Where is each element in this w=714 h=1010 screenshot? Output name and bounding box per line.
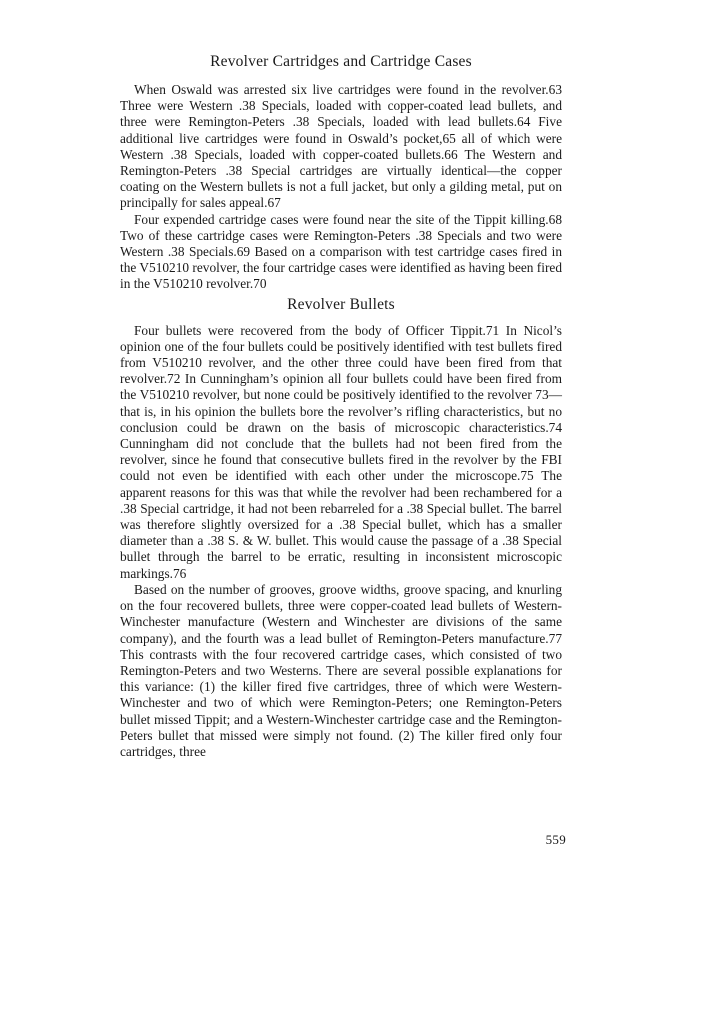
page-number: 559 — [545, 832, 566, 847]
paragraph-1: When Oswald was arrested six live cartridges were found in the revolver.63 Three were Western .38 Specials, loaded with copper-coated lead bullets, and three were Remington-Peters .38 Specials, loaded with lead bullets.64 Five additional live cartridges were found in Oswald’s pocket,65 all of which were Western .38 Specials, loaded with copper-coated bullets.66 The Western and Remington-Peters .38 Special cartridges are virtually identical—the copper coating on the Western bullets is not a full jacket, but only a gilding metal, put on principally for sales appeal.67 — [120, 82, 562, 211]
paragraph-2: Four expended cartridge cases were found near the site of the Tippit killing.68 Two of these cartridge cases were Remington-Peters .38 Specials and two were Western .38 Specials.69 Based on a comparison with test cartridge cases fired in the V510210 revolver, the four cartridge cases were identified as having been fired in the V510210 revolver.70 — [120, 211, 562, 292]
paragraph-3: Four bullets were recovered from the body of Officer Tippit.71 In Nicol’s opinion one of the four bullets could be positively identified with test bullets fired from V510210 revolver, and the other three could have been fired from that revolver.72 In Cunningham’s opinion all four bullets could have been fired from the V510210 revolver, but none could be positively identified to the revolver 73—that is, in his opinion the bullets bore the revolver’s rifling characteristics, but no conclusion could be drawn on the basis of microscopic characteristics.74 Cunningham did not conclude that the bullets had not been fired from the revolver, since he found that consecutive bullets fired in the revolver by the FBI could not even be identified with each other under the microscope.75 The apparent reasons for this was that while the revolver had been rechambered for a .38 Special cartridge, it had not been rebarreled for a .38 Special bullet. The barrel was therefore slightly oversized for a .38 Special bullet, which has a smaller diameter than a .38 S. & W. bullet. This would cause the passage of a .38 Special bullet through the barrel to be erratic, resulting in inconsistent microscopic markings.76 — [120, 322, 562, 581]
paragraph-4: Based on the number of grooves, groove widths, groove spacing, and knurling on the four recovered bullets, three were copper-coated lead bullets of Western-Winchester manufacture (Western and Winchester are divisions of the same company), and the fourth was a lead bullet of Remington-Peters manufacture.77 This contrasts with the four recovered cartridge cases, which consisted of two Remington-Peters and two Westerns. There are several possible explanations for this variance: (1) the killer fired five cartridges, three of which were Western-Winchester and two of which were Remington-Peters; one Remington-Peters bullet missed Tippit; and a Western-Winchester cartridge case and the Remington-Peters bullet that missed were simply not found. (2) The killer fired only four cartridges, three — [120, 581, 562, 759]
document-page — [120, 52, 562, 760]
section-heading-cartridges: Revolver Cartridges and Cartridge Cases — [210, 53, 472, 70]
section-heading-bullets: Revolver Bullets — [287, 295, 395, 313]
